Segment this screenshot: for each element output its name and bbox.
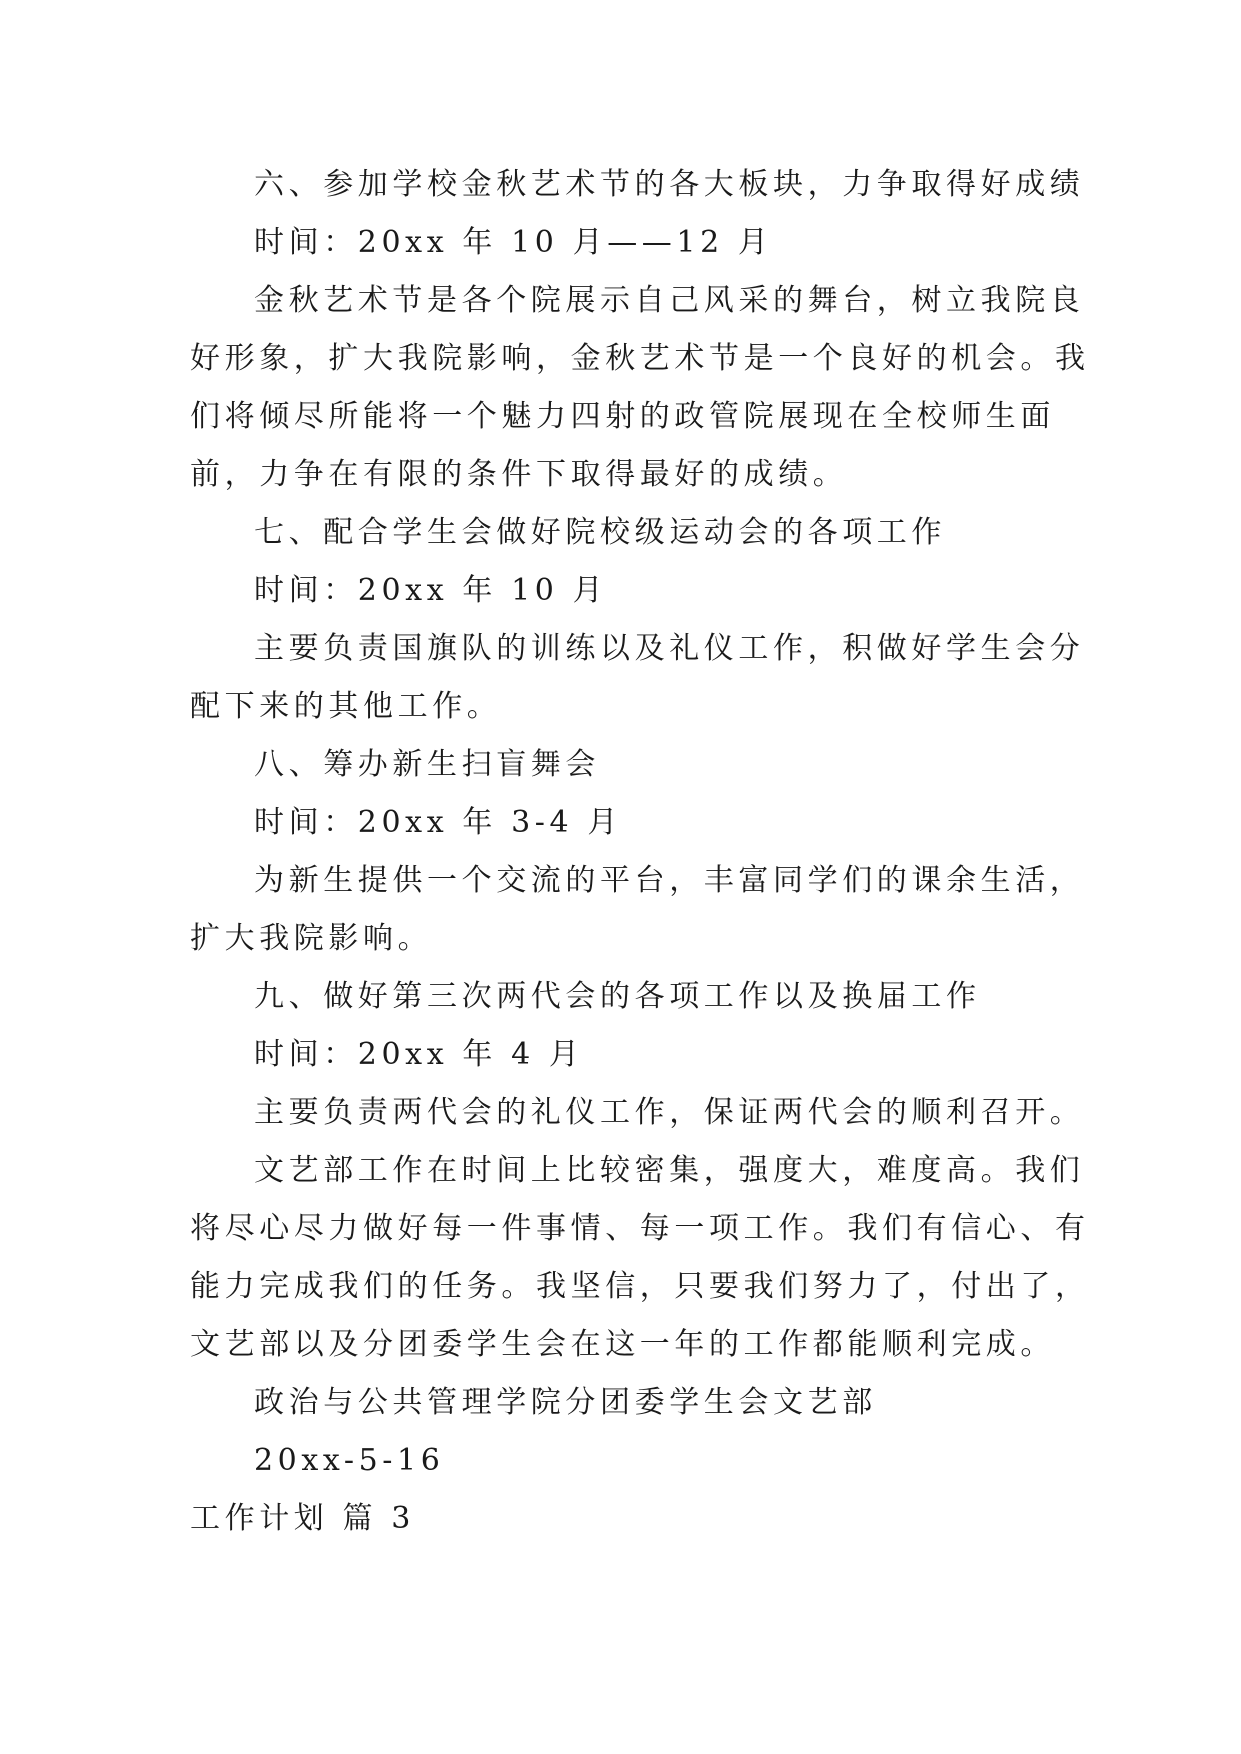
next-section-title: 工作计划 篇 3 bbox=[190, 1501, 415, 1536]
section-seven-time: 时间：20xx 年 10 月 bbox=[254, 573, 608, 608]
section-eight-heading: 八、筹办新生扫盲舞会 bbox=[254, 747, 600, 782]
section-six-body-line: 们将倾尽所能将一个魅力四射的政管院展现在全校师生面 bbox=[190, 399, 1055, 434]
section-six-heading: 六、参加学校金秋艺术节的各大板块，力争取得好成绩 bbox=[254, 167, 1085, 202]
section-seven-body-line: 配下来的其他工作。 bbox=[190, 689, 502, 724]
closing-paragraph-line: 将尽心尽力做好每一件事情、每一项工作。我们有信心、有 bbox=[190, 1211, 1090, 1246]
section-eight-body-line: 扩大我院影响。 bbox=[190, 921, 433, 956]
section-eight-body-line: 为新生提供一个交流的平台，丰富同学们的课余生活， bbox=[254, 863, 1085, 898]
signature-organization: 政治与公共管理学院分团委学生会文艺部 bbox=[254, 1385, 877, 1420]
closing-paragraph-line: 能力完成我们的任务。我坚信，只要我们努力了，付出了， bbox=[190, 1269, 1090, 1304]
section-six-body-line: 好形象，扩大我院影响，金秋艺术节是一个良好的机会。我 bbox=[190, 341, 1090, 376]
closing-paragraph-line: 文艺部工作在时间上比较密集，强度大，难度高。我们 bbox=[254, 1153, 1085, 1188]
closing-paragraph-line: 文艺部以及分团委学生会在这一年的工作都能顺利完成。 bbox=[190, 1327, 1055, 1362]
section-six-body-line: 前，力争在有限的条件下取得最好的成绩。 bbox=[190, 457, 848, 492]
section-seven-body-line: 主要负责国旗队的训练以及礼仪工作，积做好学生会分 bbox=[254, 631, 1085, 666]
signature-date: 20xx-5-16 bbox=[254, 1443, 445, 1478]
section-nine-heading: 九、做好第三次两代会的各项工作以及换届工作 bbox=[254, 979, 981, 1014]
section-nine-time: 时间：20xx 年 4 月 bbox=[254, 1037, 584, 1072]
section-seven-heading: 七、配合学生会做好院校级运动会的各项工作 bbox=[254, 515, 946, 550]
section-nine-body-line: 主要负责两代会的礼仪工作，保证两代会的顺利召开。 bbox=[254, 1095, 1085, 1130]
section-six-body-line: 金秋艺术节是各个院展示自己风采的舞台，树立我院良 bbox=[254, 283, 1085, 318]
section-eight-time: 时间：20xx 年 3-4 月 bbox=[254, 805, 622, 840]
section-six-time: 时间：20xx 年 10 月——12 月 bbox=[254, 225, 773, 260]
